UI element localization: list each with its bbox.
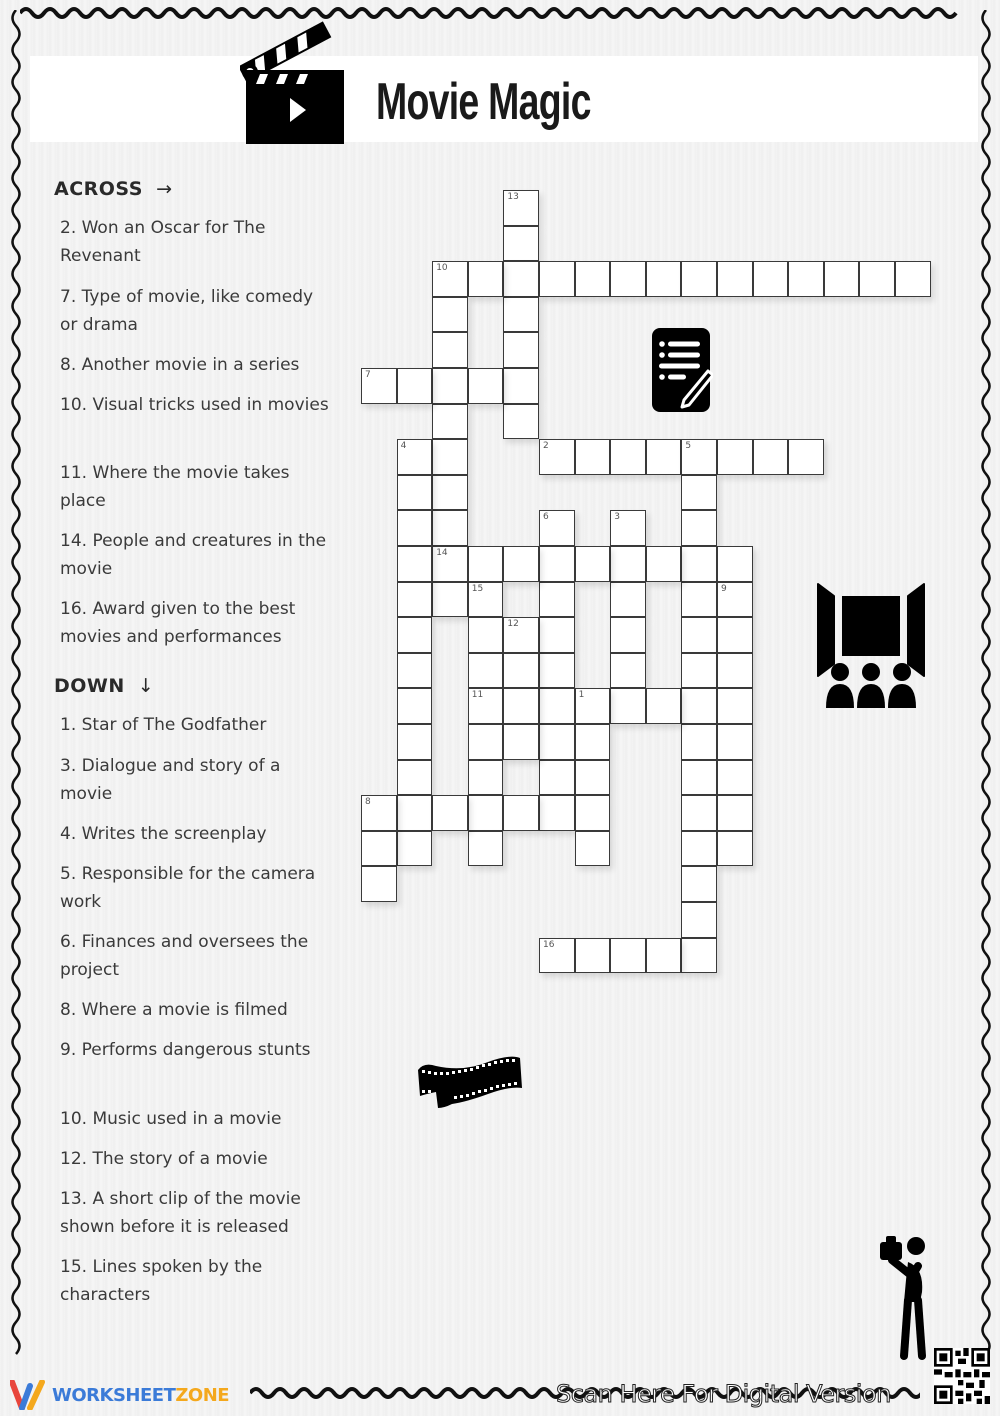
grid-cell[interactable] <box>575 546 611 582</box>
clue-number: 7 <box>365 370 371 380</box>
grid-cell[interactable] <box>575 724 611 760</box>
grid-cell[interactable] <box>397 795 433 831</box>
grid-cell[interactable] <box>432 475 468 511</box>
grid-cell[interactable] <box>539 653 575 689</box>
grid-cell[interactable] <box>468 582 504 618</box>
grid-cell[interactable] <box>539 439 575 475</box>
clue-number: 6 <box>543 512 549 523</box>
grid-cell[interactable] <box>610 688 646 724</box>
film-strip-icon <box>414 1052 524 1114</box>
grid-cell[interactable] <box>681 866 717 902</box>
grid-cell[interactable] <box>539 760 575 796</box>
grid-cell[interactable] <box>432 546 468 582</box>
grid-cell[interactable] <box>646 261 682 297</box>
grid-cell[interactable] <box>681 938 717 974</box>
arrow-right-icon: → <box>156 178 173 200</box>
grid-cell[interactable] <box>397 760 433 796</box>
grid-cell[interactable] <box>681 795 717 831</box>
scan-here-text: Scan Here For Digital Version <box>556 1380 891 1408</box>
down-clue-5: 5. Responsible for the camera work <box>60 864 316 912</box>
grid-cell[interactable] <box>681 617 717 653</box>
brand-text-worksheet: WORKSHEET <box>52 1384 176 1406</box>
grid-cell[interactable] <box>397 510 433 546</box>
grid-cell[interactable] <box>468 617 504 653</box>
grid-cell[interactable] <box>539 582 575 618</box>
grid-cell[interactable] <box>432 404 468 440</box>
grid-cell[interactable] <box>681 546 717 582</box>
clue-number: 3 <box>614 512 620 523</box>
clue-number: 2 <box>543 441 549 452</box>
grid-cell[interactable] <box>503 546 539 582</box>
qr-code-icon[interactable] <box>934 1348 990 1404</box>
across-heading <box>54 178 173 200</box>
worksheetzone-logo[interactable] <box>10 1378 229 1412</box>
grid-cell[interactable] <box>681 653 717 689</box>
grid-cell[interactable] <box>717 546 753 582</box>
across-heading-label: ACROSS <box>54 178 143 200</box>
grid-cell[interactable] <box>432 439 468 475</box>
grid-cell[interactable] <box>717 795 753 831</box>
down-clue-6: 6. Finances and oversees the project <box>60 932 309 980</box>
grid-cell[interactable] <box>717 617 753 653</box>
grid-cell[interactable] <box>788 439 824 475</box>
grid-cell[interactable] <box>575 795 611 831</box>
grid-cell[interactable] <box>539 724 575 760</box>
grid-cell[interactable] <box>717 653 753 689</box>
grid-cell[interactable] <box>361 368 397 404</box>
clue-number: 4 <box>400 441 407 452</box>
brand-text-zone: ZONE <box>175 1384 230 1406</box>
down-clue-8: 8. Where a movie is filmed <box>60 1000 288 1020</box>
grid-cell[interactable] <box>717 688 753 724</box>
down-clue-15: 15. Lines spoken by the characters <box>60 1257 263 1305</box>
grid-cell[interactable] <box>646 938 682 974</box>
down-clue-1: 1. Star of The Godfather <box>60 715 267 735</box>
down-clue-12: 12. The story of a movie <box>60 1149 268 1169</box>
grid-cell[interactable] <box>397 688 433 724</box>
grid-cell[interactable] <box>432 261 468 297</box>
clue-number: 16 <box>543 939 555 950</box>
grid-cell[interactable] <box>681 902 717 938</box>
clue-number: 5 <box>685 441 692 452</box>
grid-cell[interactable] <box>503 688 539 724</box>
grid-cell[interactable] <box>895 261 931 297</box>
grid-cell[interactable] <box>503 617 539 653</box>
grid-cell[interactable] <box>503 261 539 297</box>
grid-cell[interactable] <box>859 261 895 297</box>
grid-cell[interactable] <box>468 831 504 867</box>
grid-cell[interactable] <box>397 831 433 867</box>
grid-cell[interactable] <box>361 866 397 902</box>
grid-cell[interactable] <box>432 297 468 333</box>
grid-cell[interactable] <box>539 795 575 831</box>
grid-cell[interactable] <box>575 760 611 796</box>
cinema-audience-icon <box>816 580 926 710</box>
grid-cell[interactable] <box>610 653 646 689</box>
down-clue-13: 13. A short clip of the movie shown before it is released <box>60 1189 301 1237</box>
grid-cell[interactable] <box>468 795 504 831</box>
grid-cell[interactable] <box>503 724 539 760</box>
grid-cell[interactable] <box>575 688 611 724</box>
wavy-border-left <box>8 10 24 1390</box>
grid-cell[interactable] <box>681 261 717 297</box>
grid-cell[interactable] <box>503 190 539 226</box>
across-clue-16: 16. Award given to the best movies and performances <box>60 599 296 647</box>
grid-cell[interactable] <box>610 582 646 618</box>
grid-cell[interactable] <box>468 724 504 760</box>
grid-cell[interactable] <box>824 261 860 297</box>
grid-cell[interactable] <box>717 261 753 297</box>
across-clue-2: 2. Won an Oscar for The Revenant <box>60 218 266 266</box>
grid-cell[interactable] <box>361 795 397 831</box>
grid-cell[interactable] <box>646 688 682 724</box>
wavy-border-top <box>20 6 980 20</box>
grid-cell[interactable] <box>503 404 539 440</box>
across-clue-10: 10. Visual tricks used in movies <box>60 395 329 415</box>
grid-cell[interactable] <box>575 938 611 974</box>
grid-cell[interactable] <box>468 546 504 582</box>
page-title: Movie Magic <box>376 73 591 131</box>
clue-number: 9 <box>721 583 727 594</box>
grid-cell[interactable] <box>610 938 646 974</box>
grid-cell[interactable] <box>468 760 504 796</box>
grid-cell[interactable] <box>361 831 397 867</box>
grid-cell[interactable] <box>681 582 717 618</box>
grid-cell[interactable] <box>397 653 433 689</box>
grid-cell[interactable] <box>539 546 575 582</box>
clue-number: 15 <box>471 583 484 594</box>
grid-cell[interactable] <box>397 368 433 404</box>
grid-cell[interactable] <box>681 439 717 475</box>
across-clue-14: 14. People and creatures in the movie <box>60 531 327 579</box>
down-clue-10: 10. Music used in a movie <box>60 1109 282 1129</box>
grid-cell[interactable] <box>397 582 433 618</box>
grid-cell[interactable] <box>575 261 611 297</box>
grid-cell[interactable] <box>717 831 753 867</box>
grid-cell[interactable] <box>681 760 717 796</box>
grid-cell[interactable] <box>539 938 575 974</box>
grid-cell[interactable] <box>397 724 433 760</box>
grid-cell[interactable] <box>397 617 433 653</box>
grid-cell[interactable] <box>539 510 575 546</box>
grid-cell[interactable] <box>610 546 646 582</box>
grid-cell[interactable] <box>397 439 433 475</box>
clue-number: 12 <box>507 619 519 630</box>
grid-cell[interactable] <box>397 546 433 582</box>
grid-cell[interactable] <box>503 368 539 404</box>
grid-cell[interactable] <box>503 653 539 689</box>
grid-cell[interactable] <box>681 475 717 511</box>
grid-cell[interactable] <box>468 261 504 297</box>
grid-cell[interactable] <box>610 617 646 653</box>
down-clue-3: 3. Dialogue and story of a movie <box>60 756 281 804</box>
clue-number: 13 <box>507 192 519 202</box>
grid-cell[interactable] <box>788 261 824 297</box>
down-heading-label: DOWN <box>54 675 125 697</box>
grid-cell[interactable] <box>432 332 468 368</box>
grid-cell[interactable] <box>681 831 717 867</box>
grid-cell[interactable] <box>610 261 646 297</box>
grid-cell[interactable] <box>432 582 468 618</box>
grid-cell[interactable] <box>681 688 717 724</box>
grid-cell[interactable] <box>539 688 575 724</box>
down-heading <box>54 675 154 697</box>
grid-cell[interactable] <box>717 582 753 618</box>
document-pen-icon <box>651 327 713 413</box>
clue-number: 8 <box>365 797 371 808</box>
clue-number: 1 <box>578 690 585 701</box>
grid-cell[interactable] <box>468 653 504 689</box>
grid-cell[interactable] <box>646 439 682 475</box>
grid-cell[interactable] <box>539 261 575 297</box>
down-clue-9: 9. Performs dangerous stunts <box>60 1040 311 1060</box>
cameraman-icon <box>878 1232 934 1362</box>
grid-cell[interactable] <box>575 439 611 475</box>
clapperboard-icon <box>240 18 346 146</box>
grid-cell[interactable] <box>753 261 789 297</box>
grid-cell[interactable] <box>610 439 646 475</box>
across-clue-7: 7. Type of movie, like comedy or drama <box>60 287 314 335</box>
arrow-down-icon: ↓ <box>137 675 155 697</box>
across-clue-11: 11. Where the movie takes place <box>60 463 290 511</box>
grid-cell[interactable] <box>432 510 468 546</box>
grid-cell[interactable] <box>717 724 753 760</box>
grid-cell[interactable] <box>432 795 468 831</box>
grid-cell[interactable] <box>717 439 753 475</box>
grid-cell[interactable] <box>681 724 717 760</box>
grid-cell[interactable] <box>503 226 539 262</box>
worksheetzone-logo-icon <box>10 1380 52 1410</box>
clue-number: 11 <box>471 690 484 701</box>
grid-cell[interactable] <box>503 297 539 333</box>
grid-cell[interactable] <box>468 368 504 404</box>
clue-number: 10 <box>436 263 448 274</box>
grid-cell[interactable] <box>681 510 717 546</box>
grid-cell[interactable] <box>468 688 504 724</box>
grid-cell[interactable] <box>539 617 575 653</box>
grid-cell[interactable] <box>503 795 539 831</box>
grid-cell[interactable] <box>753 439 789 475</box>
clue-number: 14 <box>436 548 448 558</box>
grid-cell[interactable] <box>610 510 646 546</box>
across-clue-8: 8. Another movie in a series <box>60 355 300 375</box>
grid-cell[interactable] <box>717 760 753 796</box>
grid-cell[interactable] <box>503 332 539 368</box>
grid-cell[interactable] <box>575 831 611 867</box>
grid-cell[interactable] <box>646 546 682 582</box>
grid-cell[interactable] <box>432 368 468 404</box>
down-clue-4: 4. Writes the screenplay <box>60 824 267 844</box>
wavy-border-right <box>978 10 994 1390</box>
grid-cell[interactable] <box>397 475 433 511</box>
